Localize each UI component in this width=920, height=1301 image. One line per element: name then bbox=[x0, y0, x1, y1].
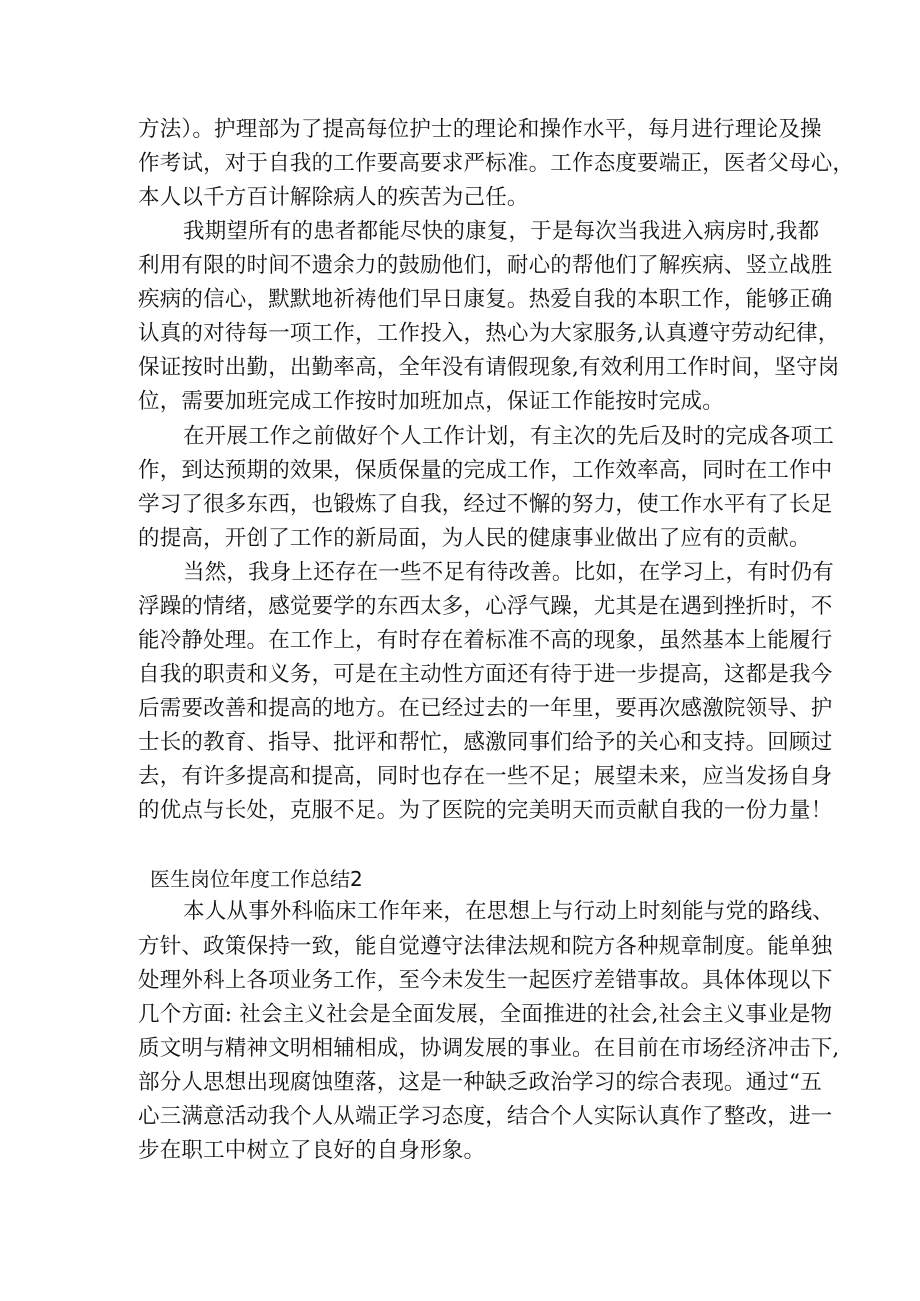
text-line: 认真的对待每一项工作，工作投入，热心为大家服务,认真遵守劳动纪律， bbox=[138, 321, 840, 346]
text-line: 质文明与精神文明相辅相成，协调发展的事业。在目前在市场经济冲击下, bbox=[138, 1036, 840, 1061]
text-line: 部分人思想出现腐蚀堕落，这是一种缺乏政治学习的综合表现。通过“五 bbox=[138, 1070, 822, 1095]
section-heading: 医生岗位年度工作总结2 bbox=[150, 867, 363, 891]
text-line: 利用有限的时间不遗余力的鼓励他们，耐心的帮他们了解疾病、竖立战胜 bbox=[138, 253, 833, 278]
text-line: 几个方面: 社会主义社会是全面发展，全面推进的社会,社会主义事业是物 bbox=[138, 1002, 833, 1027]
text-line: 疾病的信心，默默地祈祷他们早日康复。热爱自我的本职工作，能够正确 bbox=[138, 287, 833, 312]
text-line: 本人以千方百计解除病人的疾苦为己任。 bbox=[138, 185, 529, 210]
text-line: 我期望所有的患者都能尽快的康复，于是每次当我进入病房时,我都 bbox=[183, 219, 820, 244]
text-line: 在开展工作之前做好个人工作计划，有主次的先后及时的完成各项工 bbox=[183, 424, 835, 449]
text-line: 作考试，对于自我的工作要高要求严标准。工作态度要端正，医者父母心， bbox=[138, 151, 855, 176]
text-line: 本人从事外科临床工作年来，在思想上与行动上时刻能与党的路线、 bbox=[183, 899, 835, 924]
text-line: 后需要改善和提高的地方。在已经过去的一年里，要再次感激院领导、护 bbox=[138, 696, 833, 721]
text-line: 自我的职责和义务，可是在主动性方面还有待于进一步提高，这都是我今 bbox=[138, 662, 833, 687]
text-line: 能冷静处理。在工作上，有时存在着标准不高的现象，虽然基本上能履行 bbox=[138, 628, 833, 653]
text-line: 作，到达预期的效果，保质保量的完成工作，工作效率高，同时在工作中 bbox=[138, 458, 833, 483]
text-line: 方法）。护理部为了提高每位护士的理论和操作水平，每月进行理论及操 bbox=[138, 117, 822, 142]
text-line: 浮躁的情绪，感觉要学的东西太多，心浮气躁，尤其是在遇到挫折时，不 bbox=[138, 594, 833, 619]
text-line: 保证按时出勤，出勤率高，全年没有请假现象,有效利用工作时间，坚守岗 bbox=[138, 355, 840, 380]
text-line: 当然，我身上还存在一些不足有待改善。比如，在学习上，有时仍有 bbox=[183, 560, 835, 585]
text-line: 方针、政策保持一致，能自觉遵守法律法规和院方各种规章制度。能单独 bbox=[138, 934, 833, 959]
text-line: 心三满意活动我个人从端正学习态度，结合个人实际认真作了整改，进一 bbox=[138, 1104, 833, 1129]
text-line: 去，有许多提高和提高，同时也存在一些不足；展望未来，应当发扬自身 bbox=[138, 764, 833, 789]
text-line: 处理外科上各项业务工作，至今未发生一起医疗差错事故。具体体现以下 bbox=[138, 968, 833, 993]
text-line: 学习了很多东西，也锻炼了自我，经过不懈的努力，使工作水平有了长足 bbox=[138, 492, 833, 517]
text-line: 的优点与长处，克服不足。为了医院的完美明天而贡献自我的一份力量！ bbox=[138, 798, 833, 823]
text-line: 步在职工中树立了良好的自身形象。 bbox=[138, 1138, 486, 1163]
text-line: 的提高，开创了工作的新局面，为人民的健康事业做出了应有的贡献。 bbox=[138, 526, 811, 551]
text-line: 士长的教育、指导、批评和帮忙，感激同事们给予的关心和支持。回顾过 bbox=[138, 730, 833, 755]
text-line: 位，需要加班完成工作按时加班加点，保证工作能按时完成。 bbox=[138, 389, 724, 414]
